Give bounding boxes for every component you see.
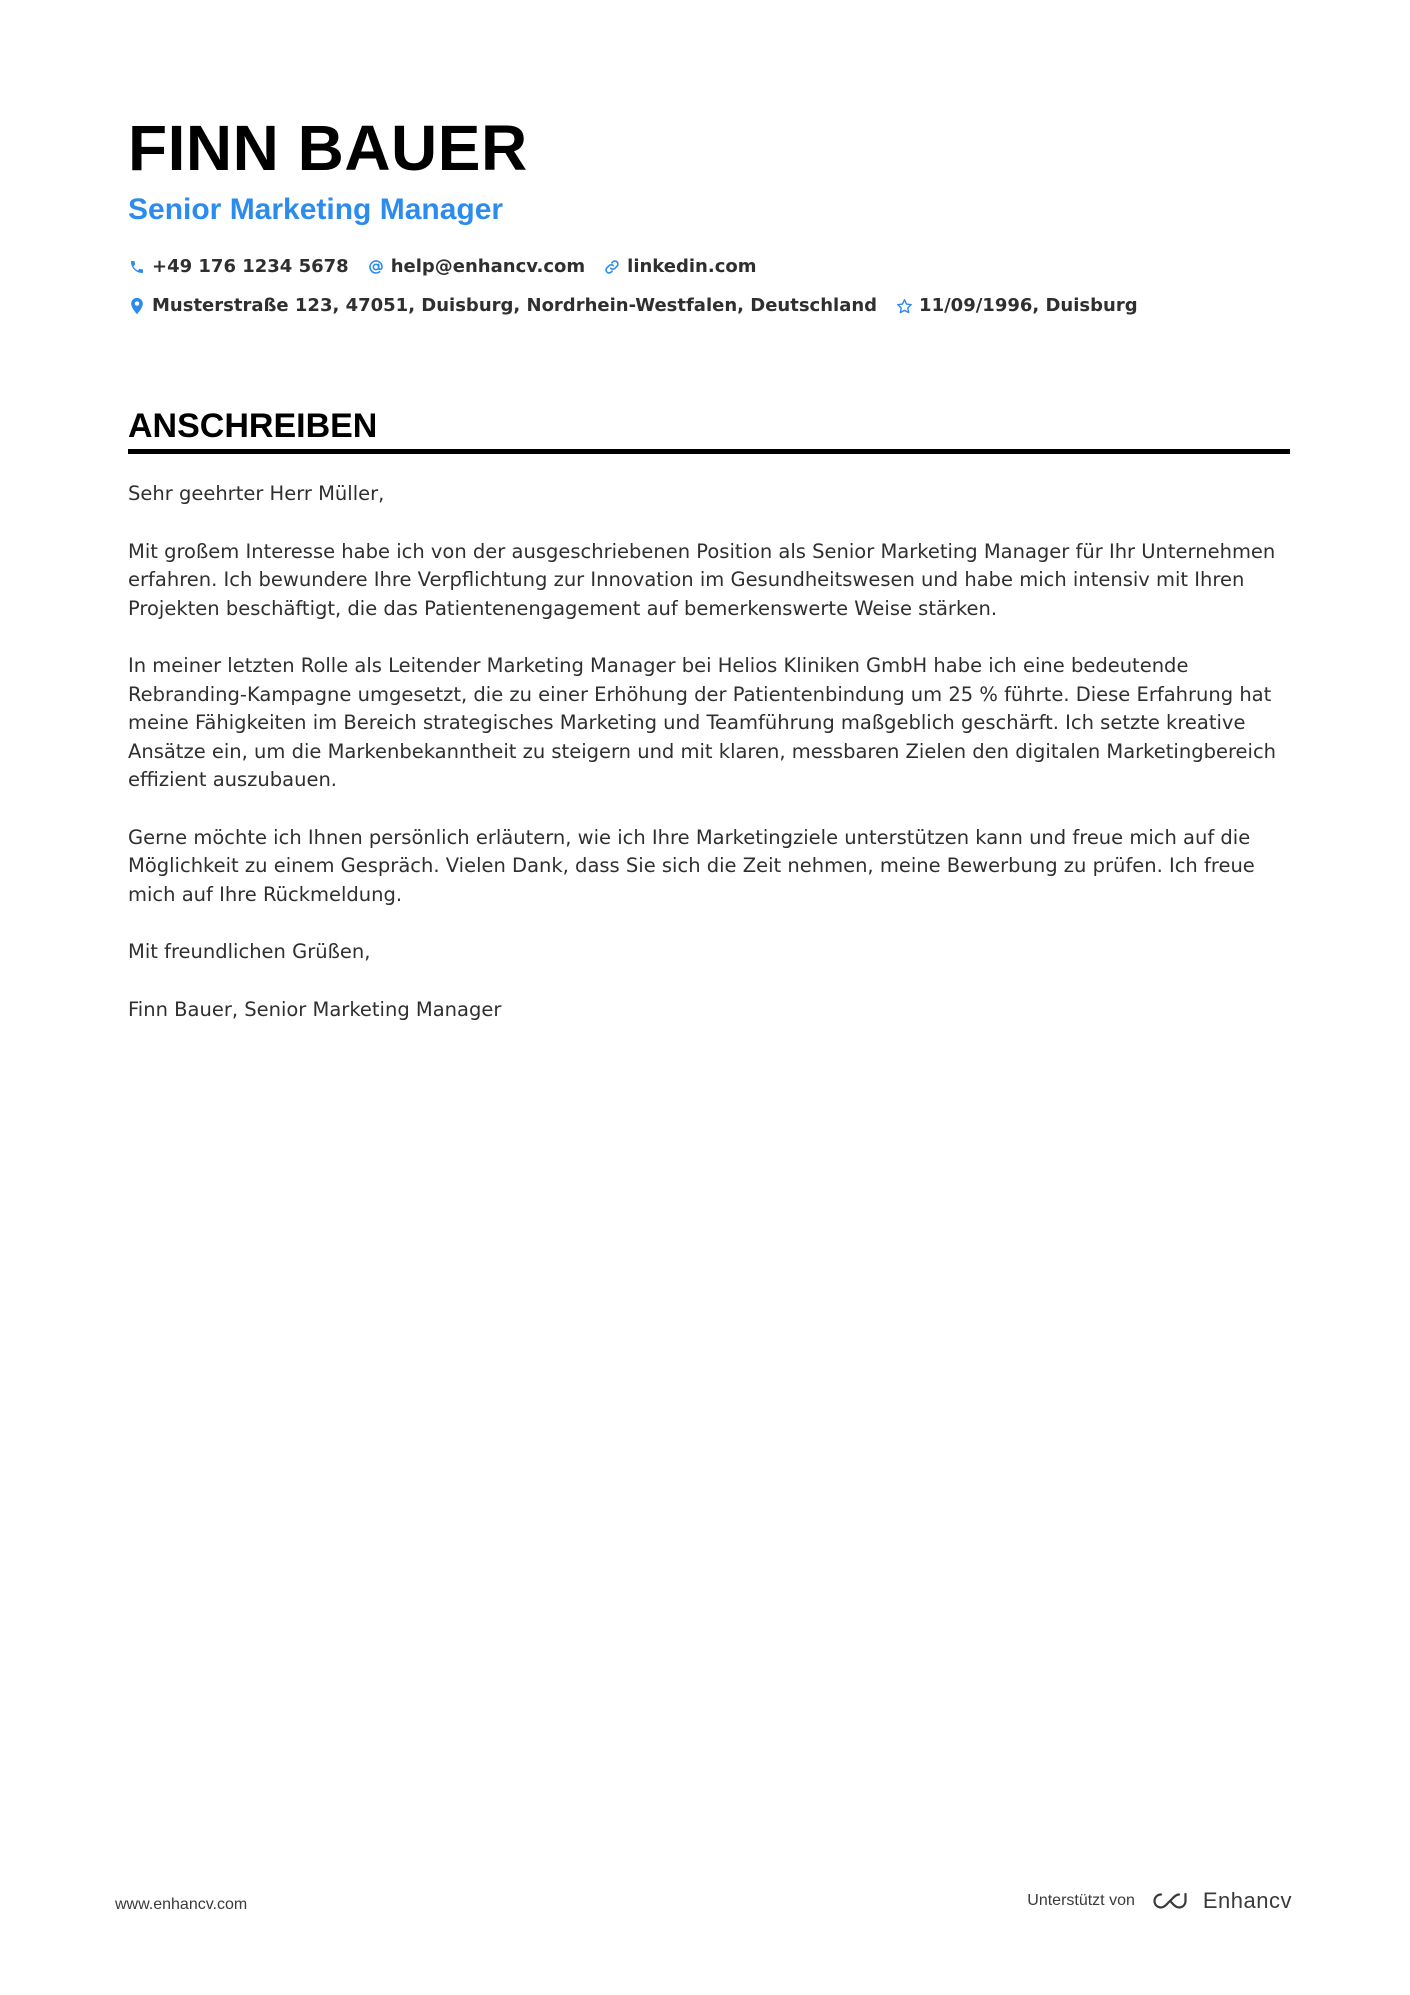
contact-birth [895, 292, 1138, 320]
postal-address: Musterstraße 123, 47051, Duisburg, Nordrhein-Westfalen, Deutschland [152, 295, 878, 316]
letter-signature: Finn Bauer, Senior Marketing Manager [128, 997, 502, 1021]
letter-closing: Mit freundlichen Grüßen, [128, 940, 371, 963]
section-title: ANSCHREIBEN [128, 407, 378, 445]
contact-email [367, 253, 585, 281]
contact-row-secondary [128, 292, 1156, 320]
candidate-headline: Senior Marketing Manager [128, 193, 504, 226]
contact-row-primary [128, 253, 775, 281]
contact-phone [128, 253, 349, 281]
section-divider [128, 449, 1290, 454]
enhancv-logo-icon [1147, 1889, 1193, 1913]
linkedin-link[interactable]: linkedin.com [627, 256, 757, 277]
candidate-name: FINN BAUER [128, 112, 528, 184]
brand-wordmark: Enhancv [1202, 1888, 1292, 1913]
birth-date-place: 11/09/1996, Duisburg [919, 295, 1138, 316]
letter-salutation: Sehr geehrter Herr Müller, [128, 482, 385, 505]
location-pin-icon [128, 297, 146, 315]
letter-paragraph: Mit großem Interesse habe ich von der ausgeschriebenen Position als Senior Marketing Manager für Ihr Unternehmen erfahren. Ich bewundere Ihre Verpflichtung zur Innovation im Gesundheitswesen und habe mich intensiv mit Ihren Projekten beschäftigt, die das Patientenengagement auf bemerkenswerte Weise stärken. [128, 539, 1276, 620]
letter-paragraph: Gerne möchte ich Ihnen persönlich erläutern, wie ich Ihre Marketingziele unterstützen kann und freue mich auf die Möglichkeit zu einem Gespräch. Vielen Dank, dass Sie sich die Zeit nehmen, meine Bewerbung zu prüfen. Ich freue mich auf Ihre Rückmeldung. [128, 825, 1255, 906]
letter-body [128, 480, 1290, 1053]
at-icon [367, 258, 385, 276]
phone-number: +49 176 1234 5678 [152, 256, 349, 277]
footer-branding [1027, 1888, 1292, 1914]
letter-paragraph: In meiner letzten Rolle als Leitender Marketing Manager bei Helios Kliniken GmbH habe ich eine bedeutende Rebranding-Kampagne umgesetzt, die zu einer Erhöhung der Patientenbindung um 25 % führte. Diese Erfahrung hat meine Fähigkeiten im Bereich strategisches Marketing und Teamführung maßgeblich geschärft. Ich setzte kreative Ansätze ein, um die Markenbekanntheit zu steigern und mit klaren, messbaren Zielen den digitalen Marketingbereich effizient auszubauen. [128, 654, 1277, 791]
email-address[interactable]: help@enhancv.com [390, 256, 586, 277]
contact-address [128, 292, 877, 320]
phone-icon [128, 258, 146, 276]
link-icon [603, 258, 621, 276]
star-icon [895, 297, 913, 315]
powered-by-label: Unterstützt von [1027, 1892, 1135, 1909]
footer-website-link[interactable]: www.enhancv.com [115, 1896, 248, 1913]
contact-linkedin [603, 253, 756, 281]
